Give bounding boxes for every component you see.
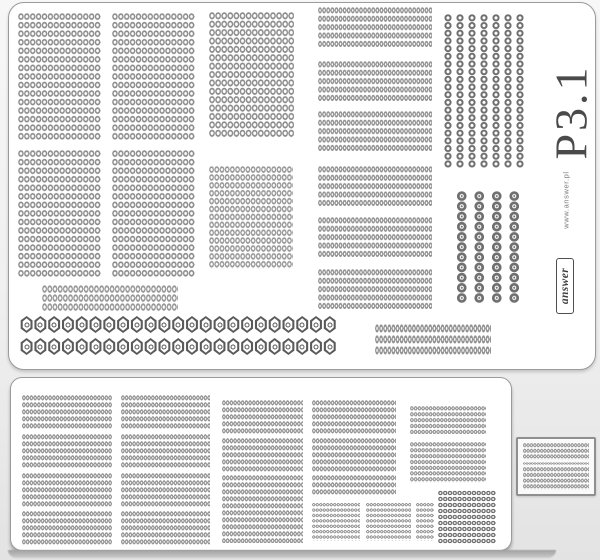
chain-block-rings-fine	[42, 285, 178, 312]
chain-block-fine	[222, 438, 303, 473]
chain-block-dots-dense	[523, 461, 589, 466]
chain-block-fine	[375, 324, 491, 357]
chain-block-v-chain	[442, 14, 526, 168]
hex-nut	[158, 338, 171, 355]
chain-block-rect-links	[112, 13, 195, 141]
hex-nut	[116, 316, 129, 333]
hex-nut	[323, 338, 336, 355]
chain-block-fine	[410, 471, 486, 483]
chain-block-fine	[318, 217, 432, 259]
chain-block-fine	[318, 166, 432, 208]
chain-block-fine	[222, 400, 303, 435]
hex-nut	[241, 338, 254, 355]
chain-block-fine	[318, 7, 432, 49]
hex-nut-row	[20, 338, 336, 355]
hex-nut	[89, 316, 102, 333]
chain-block-fine	[222, 475, 303, 510]
chain-block-fine	[121, 473, 210, 508]
hex-nut	[254, 338, 267, 355]
chain-block-fine	[523, 467, 589, 490]
hex-nut	[144, 316, 157, 333]
chain-block-fine	[318, 111, 432, 153]
hex-nut	[172, 316, 185, 333]
chain-block-fine	[22, 395, 112, 430]
hex-nut	[213, 338, 226, 355]
hex-nut	[268, 338, 281, 355]
hex-nut	[241, 316, 254, 333]
hex-nut	[199, 338, 212, 355]
chain-block-fine	[121, 511, 210, 546]
hex-nut	[172, 338, 185, 355]
hex-nut	[323, 316, 336, 333]
chain-block-rings	[209, 12, 294, 138]
hex-nut	[20, 316, 33, 333]
hex-nut	[309, 338, 322, 355]
hex-nut	[103, 338, 116, 355]
chain-block-fine	[22, 511, 112, 546]
hex-nut	[75, 316, 88, 333]
chain-block-v-chain-thick	[453, 191, 523, 303]
hex-nut	[116, 338, 129, 355]
hex-nut	[48, 338, 61, 355]
chain-block-fine	[22, 434, 112, 469]
hex-nut	[227, 316, 240, 333]
hex-nut	[185, 316, 198, 333]
chain-block-fine	[222, 510, 303, 543]
chain-block-rings-small	[438, 490, 496, 544]
hex-nut	[103, 316, 116, 333]
hex-nut	[34, 338, 47, 355]
hex-nut	[296, 338, 309, 355]
chain-block-fine	[318, 61, 432, 103]
chain-block-fine	[318, 269, 432, 309]
hex-nut	[185, 338, 198, 355]
brand-logo-text: answer	[556, 258, 574, 314]
hex-nut	[282, 338, 295, 355]
chain-block-fine	[410, 406, 486, 435]
hex-nut	[130, 316, 143, 333]
hex-nut	[254, 316, 267, 333]
hex-nut	[61, 338, 74, 355]
chain-block-fine	[410, 442, 486, 471]
hex-nut	[61, 316, 74, 333]
chain-block-fine	[121, 434, 210, 469]
hex-nut	[296, 316, 309, 333]
hex-nut	[213, 316, 226, 333]
hex-nut	[268, 316, 281, 333]
hex-nut	[89, 338, 102, 355]
chain-block-fine	[523, 443, 589, 460]
chain-block-fine	[312, 400, 396, 435]
chain-block-dots	[312, 502, 360, 541]
chain-block-rect-links	[18, 13, 101, 141]
chain-block-rect-links	[18, 150, 101, 278]
chain-block-dots	[366, 502, 411, 541]
hex-nut	[20, 338, 33, 355]
hex-nut	[48, 316, 61, 333]
hex-nut	[158, 316, 171, 333]
hex-nut	[75, 338, 88, 355]
hex-nut	[130, 338, 143, 355]
hex-nut	[309, 316, 322, 333]
website-url-label: www.answer.pl	[561, 171, 571, 229]
hex-nut	[144, 338, 157, 355]
brand-logo	[556, 258, 574, 314]
hex-nut	[282, 316, 295, 333]
chain-block-rings-fine	[209, 166, 293, 269]
hex-nut	[199, 316, 212, 333]
sheet-code-label: P3.1	[545, 64, 597, 160]
hex-nut	[227, 338, 240, 355]
chain-block-dots	[416, 502, 434, 541]
chain-block-fine	[22, 473, 112, 508]
hex-nut	[34, 316, 47, 333]
chain-block-fine	[121, 395, 210, 430]
chain-block-fine	[312, 438, 396, 473]
chain-block-fine	[312, 475, 396, 496]
chain-block-rect-links	[112, 150, 195, 278]
hex-nut-row	[20, 316, 336, 333]
sheet-shadow	[8, 550, 556, 558]
